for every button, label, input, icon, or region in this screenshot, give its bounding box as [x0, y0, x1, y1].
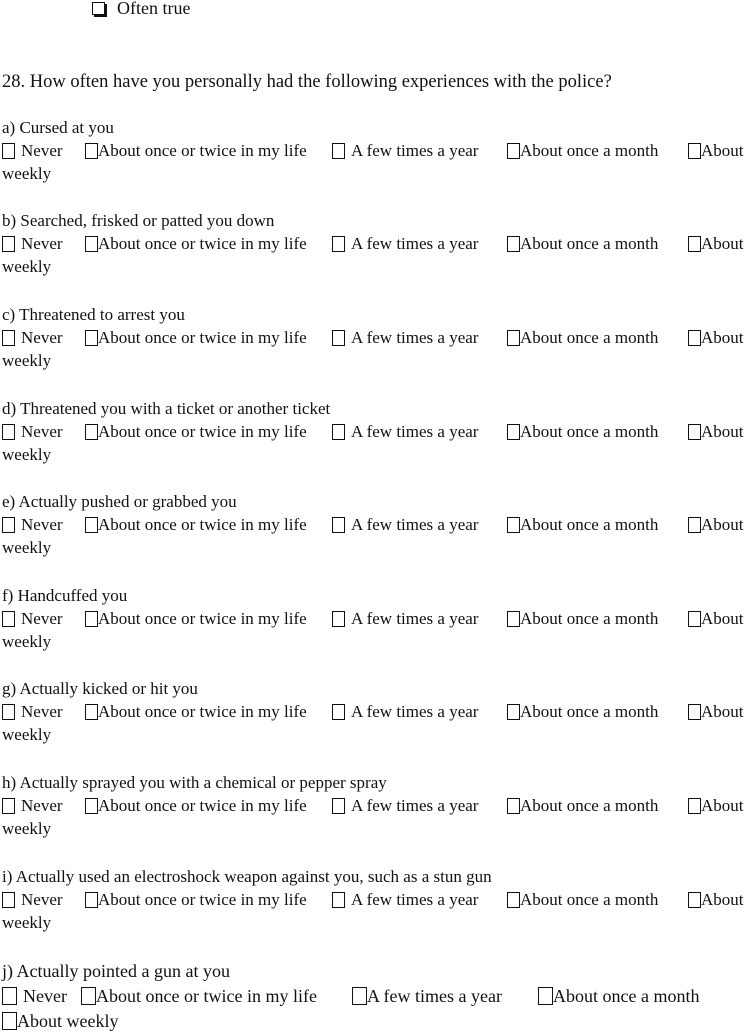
checkbox-icon[interactable] — [85, 892, 98, 908]
checkbox-icon[interactable] — [507, 798, 520, 814]
item-label: f) Handcuffed you — [2, 586, 128, 605]
question-item-f — [2, 585, 751, 653]
checkbox-icon[interactable] — [688, 611, 701, 627]
question-28: 28. How often have you personally had the following experiences with the police? — [2, 72, 612, 92]
previous-question-option — [92, 0, 190, 19]
option-once-twice-life[interactable]: About once or twice in my life — [85, 326, 307, 350]
item-label: b) Searched, frisked or patted you down — [2, 211, 275, 230]
checkbox-icon[interactable] — [2, 424, 15, 440]
checkbox-icon[interactable] — [332, 892, 345, 908]
option-never[interactable]: Never — [2, 232, 63, 256]
option-never[interactable]: Never — [2, 888, 63, 912]
checkbox-icon[interactable] — [2, 987, 17, 1005]
checkbox-icon[interactable] — [85, 704, 98, 720]
question-item-i — [2, 866, 751, 934]
option-never[interactable]: Never — [2, 513, 63, 537]
checkbox-icon[interactable] — [332, 424, 345, 440]
checkbox-icon[interactable] — [332, 517, 345, 533]
option-once-month[interactable]: About once a month — [507, 139, 658, 163]
item-label: i) Actually used an electroshock weapon against you, such as a stun gun — [2, 867, 492, 886]
option-never[interactable]: Never — [2, 420, 63, 444]
checkbox-icon[interactable] — [332, 704, 345, 720]
question-item-h — [2, 772, 751, 840]
option-once-month[interactable]: About once a month — [507, 794, 658, 818]
option-never[interactable]: Never — [2, 700, 63, 724]
option-once-twice-life[interactable]: About once or twice in my life — [85, 607, 307, 631]
answer-options — [2, 984, 751, 1008]
checkbox-icon[interactable] — [332, 330, 345, 346]
checkbox-icon[interactable] — [507, 330, 520, 346]
option-few-times-year[interactable]: A few times a year — [332, 420, 478, 444]
question-item-g — [2, 678, 751, 746]
option-never[interactable]: Never — [2, 139, 63, 163]
checkbox-icon[interactable] — [688, 517, 701, 533]
option-once-twice-life[interactable]: About once or twice in my life — [85, 513, 307, 537]
checkbox-icon[interactable] — [2, 704, 15, 720]
checkbox-icon[interactable] — [92, 2, 105, 15]
option-about-weekly[interactable]: About — [688, 607, 744, 631]
checkbox-icon[interactable] — [2, 517, 15, 533]
answer-options — [2, 420, 751, 444]
option-about-weekly-continuation: weekly — [2, 538, 52, 557]
option-once-month[interactable]: About once a month — [507, 232, 658, 256]
option-once-twice-life[interactable]: About once or twice in my life — [85, 420, 307, 444]
option-few-times-year[interactable]: A few times a year — [332, 794, 478, 818]
question-item-j — [2, 960, 751, 1033]
option-once-twice-life[interactable]: About once or twice in my life — [85, 700, 307, 724]
checkbox-icon[interactable] — [85, 143, 98, 159]
option-never[interactable]: Never — [2, 794, 63, 818]
checkbox-icon[interactable] — [332, 236, 345, 252]
checkbox-icon[interactable] — [507, 704, 520, 720]
question-item-d — [2, 398, 751, 466]
option-few-times-year[interactable]: A few times a year — [332, 888, 478, 912]
checkbox-icon[interactable] — [332, 798, 345, 814]
option-few-times-year[interactable]: A few times a year — [332, 700, 478, 724]
checkbox-icon[interactable] — [507, 424, 520, 440]
checkbox-icon[interactable] — [688, 143, 701, 159]
checkbox-icon[interactable] — [2, 236, 15, 252]
item-label: d) Threatened you with a ticket or another ticket — [2, 399, 331, 418]
option-few-times-year[interactable]: A few times a year — [332, 326, 478, 350]
option-about-weekly[interactable]: About — [688, 513, 744, 537]
option-few-times-year[interactable]: A few times a year — [332, 607, 478, 631]
checkbox-icon[interactable] — [688, 236, 701, 252]
option-about-weekly[interactable]: About weekly — [2, 1009, 118, 1033]
option-once-month[interactable]: About once a month — [507, 420, 658, 444]
checkbox-icon[interactable] — [2, 611, 15, 627]
checkbox-icon[interactable] — [507, 517, 520, 533]
answer-options — [2, 232, 751, 256]
option-about-weekly[interactable]: About — [688, 232, 744, 256]
option-about-weekly-continuation: weekly — [2, 164, 52, 183]
checkbox-icon[interactable] — [85, 424, 98, 440]
checkbox-icon[interactable] — [2, 143, 15, 159]
checkbox-icon[interactable] — [688, 892, 701, 908]
answer-options — [2, 326, 751, 350]
item-label: h) Actually sprayed you with a chemical or pepper spray — [2, 773, 387, 792]
checkbox-icon[interactable] — [688, 330, 701, 346]
option-once-month[interactable]: About once a month — [538, 984, 699, 1008]
option-about-weekly-continuation: weekly — [2, 819, 52, 838]
checkbox-icon[interactable] — [85, 611, 98, 627]
checkbox-icon[interactable] — [81, 987, 96, 1005]
answer-options — [2, 794, 751, 818]
option-once-month[interactable]: About once a month — [507, 888, 658, 912]
answer-options — [2, 700, 751, 724]
option-about-weekly[interactable]: About — [688, 700, 744, 724]
option-about-weekly-continuation: weekly — [2, 351, 52, 370]
option-once-month[interactable]: About once a month — [507, 607, 658, 631]
checkbox-icon[interactable] — [2, 892, 15, 908]
item-label: g) Actually kicked or hit you — [2, 679, 198, 698]
checkbox-icon[interactable] — [688, 798, 701, 814]
option-few-times-year[interactable]: A few times a year — [352, 984, 502, 1008]
option-never[interactable]: Never — [2, 607, 63, 631]
option-about-weekly[interactable]: About — [688, 888, 744, 912]
checkbox-icon[interactable] — [2, 798, 15, 814]
checkbox-icon[interactable] — [352, 987, 367, 1005]
checkbox-icon[interactable] — [688, 424, 701, 440]
checkbox-icon[interactable] — [85, 517, 98, 533]
checkbox-icon[interactable] — [688, 704, 701, 720]
option-never[interactable]: Never — [2, 984, 67, 1008]
question-item-a — [2, 117, 751, 185]
option-few-times-year[interactable]: A few times a year — [332, 232, 478, 256]
item-label: j) Actually pointed a gun at you — [2, 961, 230, 981]
option-once-twice-life[interactable]: About once or twice in my life — [85, 794, 307, 818]
option-about-weekly-continuation: weekly — [2, 725, 52, 744]
question-item-e — [2, 491, 751, 559]
answer-options — [2, 139, 751, 163]
answer-options — [2, 513, 751, 537]
question-item-b — [2, 210, 751, 278]
checkbox-icon[interactable] — [507, 143, 520, 159]
answer-options-line-2 — [2, 1009, 751, 1033]
option-few-times-year[interactable]: A few times a year — [332, 513, 478, 537]
checkbox-icon[interactable] — [332, 143, 345, 159]
answer-options — [2, 607, 751, 631]
option-few-times-year[interactable]: A few times a year — [332, 139, 478, 163]
option-about-weekly-continuation: weekly — [2, 913, 52, 932]
option-about-weekly-continuation: weekly — [2, 632, 52, 651]
checkbox-icon[interactable] — [507, 611, 520, 627]
checkbox-icon[interactable] — [85, 236, 98, 252]
option-once-twice-life[interactable]: About once or twice in my life — [85, 888, 307, 912]
item-label: a) Cursed at you — [2, 118, 114, 137]
option-label: Often true — [117, 0, 191, 18]
checkbox-icon[interactable] — [85, 330, 98, 346]
checkbox-icon[interactable] — [507, 236, 520, 252]
checkbox-icon[interactable] — [85, 798, 98, 814]
checkbox-icon[interactable] — [538, 987, 553, 1005]
option-about-weekly[interactable]: About — [688, 326, 744, 350]
option-about-weekly[interactable]: About — [688, 794, 744, 818]
option-never[interactable]: Never — [2, 326, 63, 350]
option-once-month[interactable]: About once a month — [507, 513, 658, 537]
option-once-month[interactable]: About once a month — [507, 700, 658, 724]
checkbox-icon[interactable] — [332, 611, 345, 627]
option-about-weekly[interactable]: About — [688, 139, 744, 163]
option-once-twice-life[interactable]: About once or twice in my life — [85, 139, 307, 163]
question-item-c — [2, 304, 751, 372]
option-once-month[interactable]: About once a month — [507, 326, 658, 350]
item-label: e) Actually pushed or grabbed you — [2, 492, 237, 511]
option-about-weekly-continuation: weekly — [2, 257, 52, 276]
checkbox-icon[interactable] — [507, 892, 520, 908]
checkbox-icon[interactable] — [2, 330, 15, 346]
option-once-twice-life[interactable]: About once or twice in my life — [81, 984, 317, 1008]
item-label: c) Threatened to arrest you — [2, 305, 185, 324]
option-about-weekly[interactable]: About — [688, 420, 744, 444]
answer-options — [2, 888, 751, 912]
option-about-weekly-continuation: weekly — [2, 445, 52, 464]
option-once-twice-life[interactable]: About once or twice in my life — [85, 232, 307, 256]
checkbox-icon[interactable] — [2, 1012, 17, 1030]
